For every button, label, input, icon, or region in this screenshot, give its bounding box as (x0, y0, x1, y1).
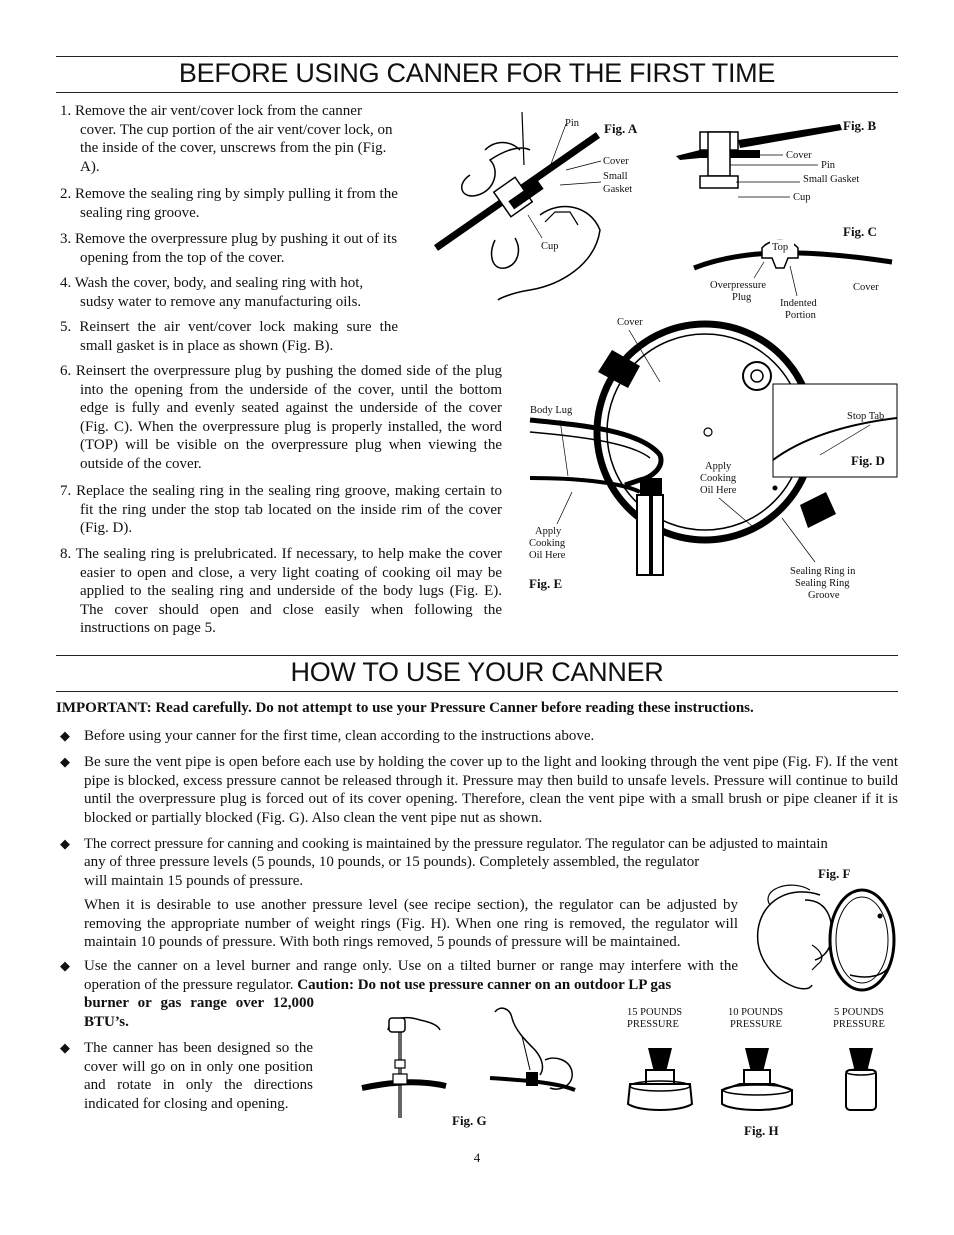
step-1: 1. Remove the air vent/cover lock from the canner cover. The cup portion of the air vent/cover lock, on the inside of the cover, unscrews from the pin (Fig. A). (60, 103, 393, 175)
step-2: 2. Remove the sealing ring by simply pulling it from the sealing ring groove. (60, 186, 398, 221)
fig-c-plug-label: Plug (732, 292, 752, 303)
step-7: 7. Replace the sealing ring in the sealing ring groove, making certain to fit the ring under the stop tab located on the inside rim of the cover (Fig. D). (60, 483, 502, 537)
section1-title: BEFORE USING CANNER FOR THE FIRST TIME (178, 58, 776, 88)
bullet-5-text: The canner has been designed so the cover will go on in only one position and rotate in only the directions indicated for closing and opening. (84, 1040, 313, 1112)
fig-h-weight-10-line1: 10 POUNDS (728, 1007, 784, 1018)
fig-a-cover-label: Cover (603, 156, 629, 167)
bullet-1-text: Before using your canner for the first time, clean according to the instructions above. (84, 728, 595, 744)
fig-a-gasket-label: Gasket (603, 184, 633, 195)
fig-e-cover-label: Cover (617, 317, 643, 328)
page-number: 4 (473, 1150, 481, 1165)
fig-h-weight-15-line2: PRESSURE (627, 1019, 679, 1030)
bullet-marker: ◆ (60, 836, 70, 851)
fig-c-top-label: Top (772, 242, 789, 253)
bullet-marker: ◆ (60, 754, 70, 769)
fig-e-sealing-line2: Sealing Ring (795, 578, 850, 589)
bullet-marker: ◆ (60, 728, 70, 743)
fig-b-small-gasket-label: Small Gasket (803, 174, 860, 185)
step-4: 4. Wash the cover, body, and sealing ring with hot, sudsy water to remove any manufacturing oils. (60, 275, 364, 310)
bullet-3-para2: When it is desirable to use another pressure level (see recipe section), the regulator can be adjusted by removing the appropriate number of weight rings (Fig. H). When one ring is removed, the regulator will maintain 10 pounds of pressure. With both rings removed, 5 pounds of pressure will be maintained. (84, 897, 738, 951)
fig-g-label: Fig. G (452, 1113, 487, 1128)
bullet-4-caution-line1: Caution: Do not use pressure canner on an outdoor LP gas (297, 976, 672, 993)
bullet-3-rest: any of three pressure levels (5 pounds, 10 pounds, or 15 pounds). Completely assembled, the regulator will maintain 15 pounds of pressure. (84, 854, 700, 889)
fig-a-label: Fig. A (604, 121, 638, 136)
fig-a-pin-label: Pin (565, 118, 580, 129)
fig-c-label: Fig. C (843, 224, 877, 239)
bullet-4-text: Use the canner on a level burner and range only. Use on a tilted burner or range may interfere with the operation of the pressure regulator. (84, 958, 738, 993)
fig-e-label: Fig. E (529, 576, 563, 591)
bullet-3-line1: The correct pressure for canning and cooking is maintained by the pressure regulator. The regulator can be adjusted to maintain (84, 836, 828, 852)
step-5: 5. Reinsert the air vent/cover lock making sure the small gasket is in place as shown (Fig. B). (60, 319, 398, 354)
section2-title: HOW TO USE YOUR CANNER (290, 657, 664, 687)
fig-e-apply1-line1: Apply (705, 461, 732, 472)
fig-b-pin-label: Pin (821, 160, 836, 171)
fig-e-sealing-line1: Sealing Ring in (790, 566, 856, 577)
fig-e-apply1-line2: Cooking (700, 473, 737, 484)
fig-d-stop-tab-label: Stop Tab (847, 411, 885, 422)
fig-a-small-label: Small (603, 171, 628, 182)
fig-h-regulator-10 (722, 1048, 792, 1110)
fig-h-weight-5-line1: 5 POUNDS (834, 1007, 884, 1018)
fig-a-cup-label: Cup (541, 241, 559, 252)
fig-e-sealing-line3: Groove (808, 590, 840, 601)
fig-h-weight-10-line2: PRESSURE (730, 1019, 782, 1030)
fig-h-weight-15-line1: 15 POUNDS (627, 1007, 683, 1018)
fig-c-cover-label: Cover (853, 282, 879, 293)
fig-c-indented-label: Indented (780, 298, 817, 309)
fig-b-cover-label: Cover (786, 150, 812, 161)
bullet-marker: ◆ (60, 1040, 70, 1055)
fig-h-regulator-15 (628, 1048, 692, 1110)
fig-c-portion-label: Portion (785, 310, 816, 321)
fig-f-label: Fig. F (818, 866, 851, 881)
fig-d-label: Fig. D (851, 453, 885, 468)
step-3: 3. Remove the overpressure plug by pushing it out of its opening from the top of the cover. (60, 231, 398, 266)
fig-e-apply2-line2: Cooking (529, 538, 566, 549)
fig-e-apply2-line1: Apply (535, 526, 562, 537)
fig-h-weight-5-line2: PRESSURE (833, 1019, 885, 1030)
step-8: 8. The sealing ring is prelubricated. If necessary, to help make the cover easier to open and close, a very light coating of cooking oil may be applied to the sealing ring and underside of the body lugs (Fig. E). The cover should open and close easily when following the instructions on page 5. (60, 546, 502, 637)
fig-h-regulator-5 (846, 1048, 876, 1110)
bullet-4-caution-line2: burner or gas range over 12,000 BTU’s. (84, 995, 314, 1030)
important-notice: IMPORTANT: Read carefully. Do not attempt to use your Pressure Canner before reading these instructions. (56, 700, 754, 716)
bullet-marker: ◆ (60, 958, 70, 973)
fig-e-apply1-line3: Oil Here (700, 485, 737, 496)
step-6: 6. Reinsert the overpressure plug by pushing the domed side of the plug into the opening from the underside of the cover, until the bottom edge is fully and evenly seated against the underside of the cover (Fig. C). When the overpressure plug is properly installed, the word (TOP) will be visible on the overpressure plug when viewing the outside of the cover. (60, 363, 502, 472)
bullet-2-text: Be sure the vent pipe is open before each use by holding the cover up to the light and looking through the vent pipe (Fig. F). If the vent pipe is blocked, excess pressure cannot be released through it. Pressure may then build to unsafe levels. Pressure will continue to build until the overpressure plug is forced out of its cover opening. Therefore, clean the vent pipe with a small brush or pipe cleaner if it is blocked or partially blocked (Fig. G). Also clean the vent pipe nut as shown. (84, 754, 898, 826)
fig-b-label: Fig. B (843, 118, 877, 133)
fig-b-cup-label: Cup (793, 192, 811, 203)
fig-c-overpressure-label: Overpressure (710, 280, 766, 291)
fig-e-apply2-line3: Oil Here (529, 550, 566, 561)
fig-e-body-lug-label: Body Lug (530, 405, 573, 416)
fig-h-label: Fig. H (744, 1123, 779, 1138)
